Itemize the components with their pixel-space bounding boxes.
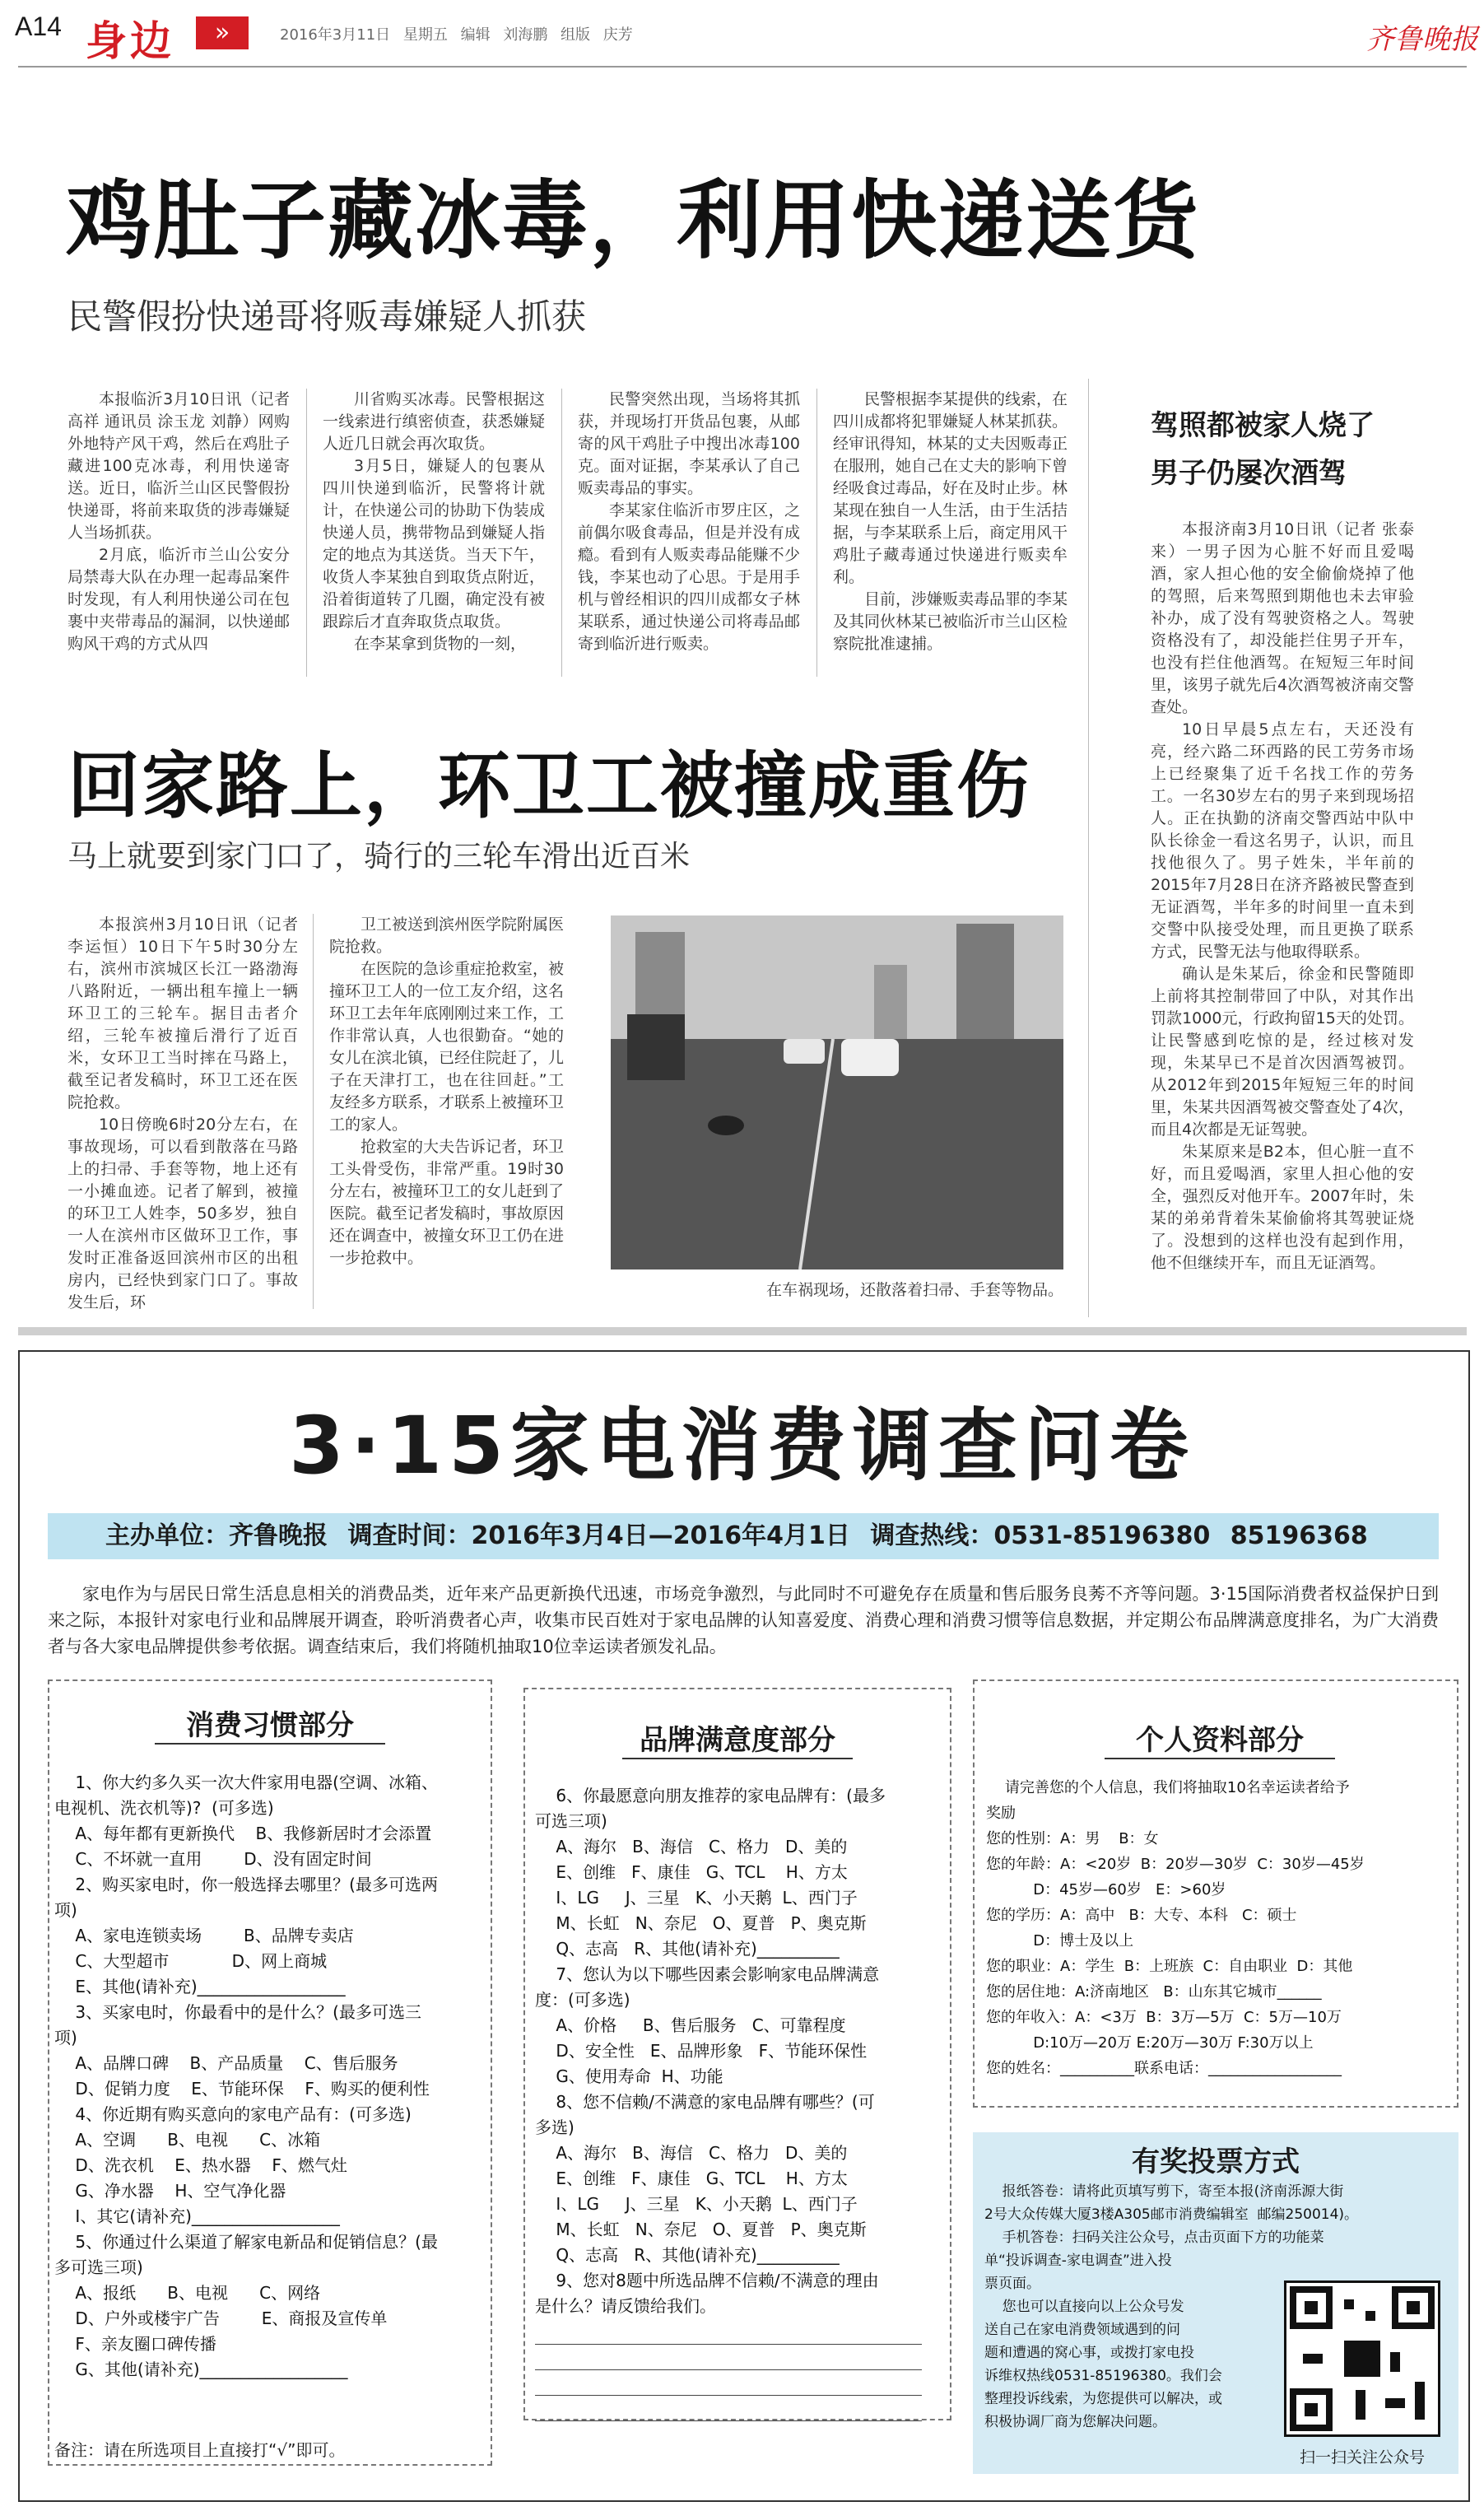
survey-organizer-bar: 主办单位：齐鲁晚报 调查时间：2016年3月4日—2016年4月1日 调查热线：0531-85196380 85196368 xyxy=(48,1513,1439,1559)
paragraph: 朱某原来是B2本，但心脏一直不好，而且爱喝酒，家里人担心他的安全，强烈反对他开车。2007年时，朱某的弟弟背着朱某偷偷将其驾驶证烧了。没想到的这样也没有起到作用，他不但继续开车，而且无证酒驾。 xyxy=(1151,1143,1414,1272)
option-line[interactable]: M、长虹 N、奈尼 O、夏普 P、奥克斯 xyxy=(535,1913,867,1933)
paragraph: 3月5日，嫌疑人的包裹从四川快递到临沂，民警将计就计，在快递公司的协助下伪装成快递人员，携带物品到嫌疑人指定的地点为其送货。当天下午，收货人李某独自到取货点附近，沿着街道转了几圈，确定没有被跟踪后才直奔取货点取货。 xyxy=(323,457,545,631)
question-line: 8、您不信赖/不满意的家电品牌有哪些？(可 xyxy=(535,2092,875,2112)
vote-line: 报纸答卷：请将此页填写剪下，寄至本报(济南泺源大街 xyxy=(984,2183,1344,2200)
vote-line: 送自己在家电消费领域遇到的问 xyxy=(984,2322,1180,2338)
column-divider xyxy=(313,914,314,1309)
answer-line[interactable] xyxy=(535,2395,922,2396)
sidebar-body xyxy=(1151,519,1414,1274)
paragraph: 卫工被送到滨州医学院附属医院抢救。 xyxy=(329,915,565,956)
answer-lines[interactable] xyxy=(535,2344,922,2421)
survey-intro: 家电作为与居民日常生活息息相关的消费品类，近年来产品更新换代迅速，市场竞争激烈，与此同时不可避免存在质量和售后服务良莠不齐等问题。3·15国际消费者权益保护日到来之际，本报针对家电行业和品牌展开调查，聆听消费者心声，收集市民百姓对于家电品牌的认知喜爱度、消费心理和消费习惯等信息数据，并定期公布品牌满意度排名，为广大消费者与各大家电品牌提供参考依据。调查结束后，我们将随机抽取10位幸运读者颁发礼品。 xyxy=(48,1584,1439,1656)
question-line: 4、你近期有购买意向的家电产品有：(可多选) xyxy=(54,2104,412,2124)
paragraph: 川省购买冰毒。民警根据这一线索进行缜密侦查，获悉嫌疑人近几日就会再次取货。 xyxy=(323,390,545,453)
date-line: 2016年3月11日 星期五 编辑 刘海鹏 组版 庆芳 xyxy=(280,26,633,44)
vote-line: 整理投诉线索，为您提供可以解决，或 xyxy=(984,2391,1222,2407)
vote-line: 2号大众传媒大厦3楼A305邮市消费编辑室 邮编250014)。 xyxy=(984,2206,1359,2223)
option-line[interactable]: E、其他(请补充)__________________ xyxy=(54,1977,346,1996)
qr-pattern xyxy=(1286,2283,1438,2434)
option-line[interactable]: A、价格 B、售后服务 C、可靠程度 xyxy=(535,2015,846,2035)
vote-line: 票页面。 xyxy=(984,2276,1040,2292)
option-line[interactable]: G、其他(请补充)__________________ xyxy=(54,2360,348,2379)
vote-line: 您也可以直接向以上公众号发 xyxy=(984,2299,1184,2315)
panel1-questions[interactable] xyxy=(54,1770,486,2383)
option-line[interactable]: F、亲友圈口碑传播 xyxy=(54,2334,216,2354)
info-line: 奖励 xyxy=(986,1805,1016,1822)
option-line[interactable]: A、空调 B、电视 C、冰箱 xyxy=(54,2130,321,2150)
occupation-field[interactable]: 您的职业：A：学生 B：上班族 C：自由职业 D：其他 xyxy=(986,1958,1353,1975)
option-line[interactable]: G、使用寿命 H、功能 xyxy=(535,2066,723,2086)
gender-field[interactable]: 您的性别：A：男 B：女 xyxy=(986,1830,1159,1847)
page-number: A14 xyxy=(15,12,62,41)
question-line: 9、您对8题中所选品牌不信赖/不满意的理由 xyxy=(535,2271,879,2290)
survey-title: 3·15家电消费调查问卷 xyxy=(289,1400,1195,1492)
paragraph: 本报济南3月10日讯（记者 张泰来）一男子因为心脏不好而且爱喝酒，家人担心他的安全偷偷烧掉了他的驾照，后来驾照到期他也未去审验补办，成了没有驾驶资格之人。驾驶资格没有了，却没能拦住男子开车，也没有拦住他酒驾。在短短三年时间里，该男子就先后4次酒驾被济南交警查处。 xyxy=(1151,520,1414,716)
article2-subtitle: 马上就要到家门口了，骑行的三轮车滑出近百米 xyxy=(67,840,691,873)
paragraph: 本报滨州3月10日讯（记者 李运恒）10日下午5时30分左右，滨州市滨城区长江一路渤海八路附近，一辆出租车撞上一辆环卫工的三轮车。据目击者介绍，三轮车被撞后滑行了近百米，女环卫工当时摔在马路上，截至记者发稿时，环卫工还在医院抢救。 xyxy=(67,915,298,1111)
article2-title: 回家路上，环卫工被撞成重伤 xyxy=(67,743,1031,828)
paragraph: 2月底，临沂市兰山公安分局禁毒大队在办理一起毒品案件时发现，有人利用快递公司在包裹中夹带毒品的漏洞，以快递邮购风干鸡的方式从四 xyxy=(67,546,290,653)
option-line[interactable]: M、长虹 N、奈尼 O、夏普 P、奥克斯 xyxy=(535,2220,867,2239)
article1-column-2 xyxy=(323,389,545,655)
option-line[interactable]: Q、志高 R、其他(请补充)__________ xyxy=(535,2245,840,2265)
paragraph: 李某家住临沂市罗庄区，之前偶尔吸食毒品，但是并没有成瘾。看到有人贩卖毒品能赚不少钱，李某也动了心思。于是用手机与曾经相识的四川成都女子林某联系，通过快递公司将毒品邮寄到临沂进行贩卖。 xyxy=(578,501,800,653)
vote-line: 诉维权热线0531-85196380。我们会 xyxy=(984,2368,1222,2384)
paragraph: 目前，涉嫌贩卖毒品罪的李某及其同伙林某已被临沂市兰山区检察院批准逮捕。 xyxy=(833,590,1068,653)
answer-line[interactable] xyxy=(535,2420,922,2421)
question-line: 度：(可多选) xyxy=(535,1990,630,2010)
photo-caption: 在车祸现场，还散落着扫帚、手套等物品。 xyxy=(765,1281,1063,1299)
panel2-questions[interactable] xyxy=(535,1783,947,2421)
option-line[interactable]: I、其它(请补充)__________________ xyxy=(54,2206,340,2226)
section-divider-band xyxy=(18,1327,1467,1335)
option-line[interactable]: D、促销力度 E、节能环保 F、购买的便利性 xyxy=(54,2079,430,2099)
option-line[interactable]: D、洗衣机 E、热水器 F、燃气灶 xyxy=(54,2155,347,2175)
question-line: 6、你最愿意向朋友推荐的家电品牌有：(最多 xyxy=(535,1786,886,1805)
income-field[interactable]: 您的年收入：A：<3万 B：3万—5万 C：5万—10万 xyxy=(986,2009,1342,2026)
answer-line[interactable] xyxy=(535,2369,922,2370)
qr-code-icon[interactable] xyxy=(1284,2280,1440,2437)
paper-logo: 齐鲁晚报 xyxy=(1366,23,1478,56)
article2-column-1 xyxy=(67,914,298,1314)
article1-column-4 xyxy=(833,389,1068,655)
paragraph: 10日早晨5点左右，天还没有亮，经六路二环西路的民工劳务市场上已经聚集了近千名找工作的劳务工。一名30岁左右的男子来到现场招人。正在执勤的济南交警西站中队中队长徐金一看这名男子，认识，而且找他很久了。男子姓朱，半年前的2015年7月28日在济齐路被民警查到无证酒驾，半年多的时间里一直未到交警中队接受处理，而且更换了联系方式，民警无法与他取得联系。 xyxy=(1151,720,1414,961)
qr-caption: 扫一扫关注公众号 xyxy=(1299,2448,1425,2467)
option-line[interactable]: A、海尔 B、海信 C、格力 D、美的 xyxy=(535,1837,848,1856)
vote-line: 单“投诉调查-家电调查”进入投 xyxy=(984,2252,1172,2269)
survey-note: 备注：请在所选项目上直接打“√”即可。 xyxy=(54,2440,346,2460)
income-field[interactable]: D:10万—20万 E:20万—30万 F:30万以上 xyxy=(986,2034,1314,2052)
question-line: 7、您认为以下哪些因素会影响家电品牌满意 xyxy=(535,1964,880,1984)
question-line: 3、买家电时，你最看中的是什么？(最多可选三 xyxy=(54,2002,421,2022)
option-line[interactable]: A、海尔 B、海信 C、格力 D、美的 xyxy=(535,2143,848,2163)
option-line[interactable]: C、不坏就一直用 D、没有固定时间 xyxy=(54,1849,372,1869)
sidebar-divider xyxy=(1088,379,1089,1317)
column-divider xyxy=(306,389,307,677)
article1-subtitle: 民警假扮快递哥将贩毒嫌疑人抓获 xyxy=(67,296,587,337)
option-line[interactable]: A、每年都有更新换代 B、我修新居时才会添置 xyxy=(54,1824,432,1843)
education-field[interactable]: D：博士及以上 xyxy=(986,1932,1134,1950)
question-line: 项) xyxy=(54,2028,77,2047)
question-line: 电视机、洗衣机等)? (可多选) xyxy=(54,1798,274,1818)
column-divider xyxy=(816,389,817,677)
question-line: 2、购买家电时，你一般选择去哪里？(最多可选两 xyxy=(54,1875,438,1894)
panel3-fields[interactable] xyxy=(986,1775,1447,2081)
option-line[interactable]: D、户外或楼宇广告 E、商报及宣传单 xyxy=(54,2308,388,2328)
question-line: 5、你通过什么渠道了解家电新品和促销信息？(最 xyxy=(54,2232,438,2252)
option-line[interactable]: E、创维 F、康佳 G、TCL H、方太 xyxy=(535,1862,848,1882)
section-title: 身边 xyxy=(86,17,174,65)
age-field[interactable]: D：45岁—60岁 E：>60岁 xyxy=(986,1881,1226,1898)
question-line: 多可选三项) xyxy=(54,2257,143,2277)
option-line[interactable]: E、创维 F、康佳 G、TCL H、方太 xyxy=(535,2169,848,2188)
education-field[interactable]: 您的学历：A：高中 B：大专、本科 C：硕士 xyxy=(986,1907,1297,1924)
vote-line: 题和遭遇的窝心事，或拨打家电投 xyxy=(984,2345,1194,2361)
paragraph: 民警突然出现，当场将其抓获，并现场打开货品包裹，从邮寄的风干鸡肚子中搜出冰毒100克。面对证据，李某承认了自己贩卖毒品的事实。 xyxy=(578,390,800,497)
paragraph: 在医院的急诊重症抢救室，被撞环卫工人的一位工友介绍，这名环卫工去年年底刚刚过来工作，工作非常认真，人也很勤奋。“她的女儿在滨北镇，已经住院赶了，儿子在天津打工，也在往回赶。”工友经多方联系，才联系上被撞环卫工的家人。 xyxy=(329,960,565,1134)
paragraph: 确认是朱某后，徐金和民警随即上前将其控制带回了中队，对其作出罚款1000元，行政拘留15天的处罚。让民警感到吃惊的是，经过核对发现，朱某早已不是首次因酒驾被罚。从2012年到2015年短短三年的时间里，朱某共因酒驾被交警查处了4次，而且4次都是无证驾驶。 xyxy=(1151,965,1414,1139)
question-line: 是什么？请反馈给我们。 xyxy=(535,2296,716,2316)
panel-consumption-habits-title: 消费习惯部分 xyxy=(155,1703,385,1745)
article1-column-3 xyxy=(578,389,800,655)
option-line[interactable]: C、大型超市 D、网上商城 xyxy=(54,1951,328,1971)
option-line[interactable]: G、净水器 H、空气净化器 xyxy=(54,2181,286,2201)
option-line[interactable]: I、LG J、三星 K、小天鹅 L、西门子 xyxy=(535,2194,858,2214)
question-line: 可选三项) xyxy=(535,1811,607,1831)
paragraph: 抢救室的大夫告诉记者，环卫工头骨受伤，非常严重。19时30分左右，被撞环卫工的女儿赶到了医院。截至记者发稿时，事故原因还在调查中，被撞女环卫工仍在进一步抢救中。 xyxy=(329,1138,565,1267)
accident-scene-photo xyxy=(611,915,1063,1269)
option-line[interactable]: A、家电连锁卖场 B、品牌专卖店 xyxy=(54,1926,354,1945)
article1-title: 鸡肚子藏冰毒，利用快递送货 xyxy=(66,170,1201,271)
paragraph: 10日傍晚6时20分左右，在事故现场，可以看到散落在马路上的扫帚、手套等物，地上还有一小摊血迹。记者了解到，被撞的环卫工人姓李，50多岁，独自一人在滨州市区做环卫工作，事发时正准备返回滨州市区的出租房内，已经快到家门口了。事故发生后，环 xyxy=(67,1116,298,1311)
paragraph: 民警根据李某提供的线索，在四川成都将犯罪嫌疑人林某抓获。经审讯得知，林某的丈夫因贩毒正在服刑，她自己在丈夫的影响下曾经吸食过毒品，好在及时止步。林某现在独自一人生活，由于生活拮据，与李某联系上后，商定用风干鸡肚子藏毒通过快递进行贩卖牟利。 xyxy=(833,390,1068,586)
voting-method-title: 有奖投票方式 xyxy=(1132,2145,1300,2178)
info-line: 请完善您的个人信息，我们将抽取10名幸运读者给予 xyxy=(986,1779,1350,1796)
panel-brand-satisfaction-title: 品牌满意度部分 xyxy=(622,1717,853,1759)
question-line: 项) xyxy=(54,1900,77,1920)
header-divider xyxy=(18,66,1467,68)
vote-line: 手机答卷：扫码关注公众号，点击页面下方的功能菜 xyxy=(984,2229,1324,2246)
sidebar-title-line-1: 驾照都被家人烧了 xyxy=(1151,409,1375,442)
answer-line[interactable] xyxy=(535,2344,922,2345)
column-divider xyxy=(561,389,562,677)
article2-column-2 xyxy=(329,914,564,1269)
paragraph: 在李某拿到货物的一刻， xyxy=(354,635,527,653)
question-line: 多选) xyxy=(535,2117,575,2137)
article1-column-1 xyxy=(67,389,290,655)
option-line[interactable]: D、安全性 E、品牌形象 F、节能环保性 xyxy=(535,2041,868,2061)
name-phone-field[interactable]: 您的姓名：__________联系电话：__________________ xyxy=(986,2060,1342,2077)
panel-personal-info-title: 个人资料部分 xyxy=(1105,1717,1335,1759)
question-line: 1、你大约多久买一次大件家用电器(空调、冰箱、 xyxy=(54,1773,438,1792)
sidebar-title-line-2: 男子仍屡次酒驾 xyxy=(1151,457,1347,490)
road-scene-illustration xyxy=(611,915,1063,1269)
paragraph: 本报临沂3月10日讯（记者 高祥 通讯员 涂玉龙 刘静）网购外地特产风干鸡，然后在鸡肚子藏进100克冰毒，利用快递寄送。近日，临沂兰山区民警假扮快递哥，将前来取货的涉毒嫌疑人当场抓获。 xyxy=(67,390,290,542)
residence-field[interactable]: 您的居住地：A:济南地区 B：山东其它城市______ xyxy=(986,1983,1322,2001)
option-line[interactable]: A、报纸 B、电视 C、网络 xyxy=(54,2283,321,2303)
chevron-right-icon: » xyxy=(196,16,249,49)
option-line[interactable]: A、品牌口碑 B、产品质量 C、售后服务 xyxy=(54,2053,398,2073)
age-field[interactable]: 您的年龄：A：<20岁 B：20岁—30岁 C：30岁—45岁 xyxy=(986,1856,1365,1873)
option-line[interactable]: I、LG J、三星 K、小天鹅 L、西门子 xyxy=(535,1888,858,1908)
option-line[interactable]: Q、志高 R、其他(请补充)__________ xyxy=(535,1939,840,1959)
vote-line: 积极协调厂商为您解决问题。 xyxy=(984,2414,1166,2430)
